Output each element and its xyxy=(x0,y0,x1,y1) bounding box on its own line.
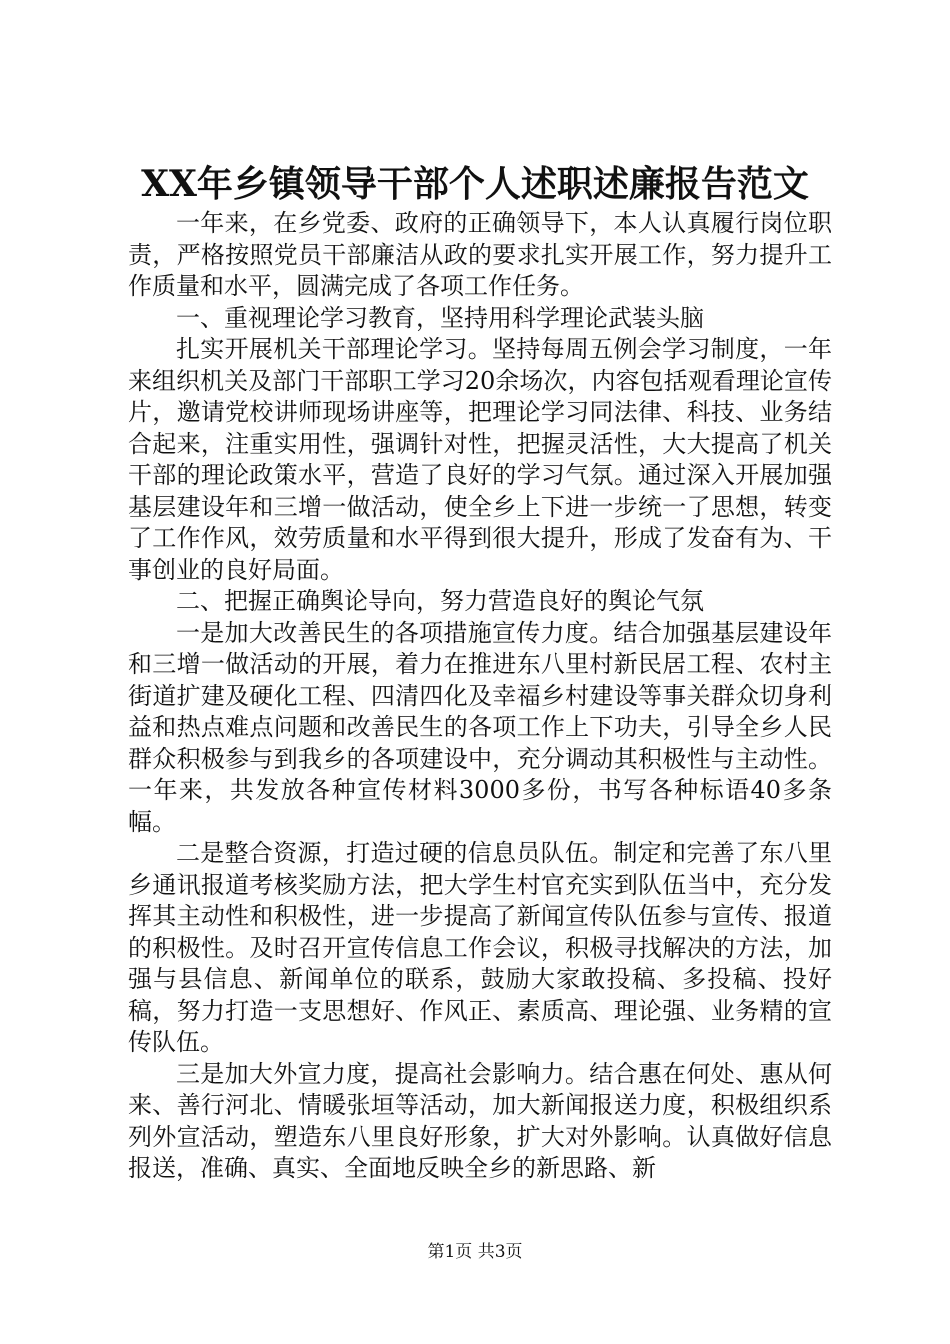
document-body xyxy=(128,208,832,1185)
section-heading-1: 一、重视理论学习教育，坚持用科学理论武装头脑 xyxy=(176,303,704,332)
document-title: XX年乡镇领导干部个人述职述廉报告范文 xyxy=(141,163,809,205)
paragraph-theory-study: 扎实开展机关干部理论学习。坚持每周五例会学习制度，一年来组织机关及部门干部职工学习20余场次，内容包括观看理论宣传片，邀请党校讲师现场讲座等，把理论学习同法律、科技、业务结合起来，注重实用性，强调针对性，把握灵活性，大大提高了机关干部的理论政策水平，营造了良好的学习气氛。通过深入开展加强基层建设年和三增一做活动，使全乡上下进一步统一了思想，转变了工作作风，效劳质量和水平得到很大提升，形成了发奋有为、干事创业的良好局面。 xyxy=(128,335,832,584)
paragraph-external-publicity: 三是加大外宣力度，提高社会影响力。结合惠在何处、惠从何来、善行河北、情暖张垣等活动，加大新闻报送力度，积极组织系列外宣活动，塑造东八里良好形象，扩大对外影响。认真做好信息报送，准确、真实、全面地反映全乡的新思路、新 xyxy=(128,1059,832,1182)
page-footer: 第1页 共3页 xyxy=(427,1242,523,1262)
section-heading-2: 二、把握正确舆论导向，努力营造良好的舆论气氛 xyxy=(176,587,704,615)
paragraph-information-team: 二是整合资源，打造过硬的信息员队伍。制定和完善了东八里乡通讯报道考核奖励方法，把大学生村官充实到队伍当中，充分发挥其主动性和积极性，进一步提高了新闻宣传队伍参与宣传、报道的积极性。及时召开宣传信息工作会议，积极寻找解决的方法，加强与县信息、新闻单位的联系，鼓励大家敢投稿、多投稿、投好稿，努力打造一支思想好、作风正、素质高、理论强、业务精的宣传队伍。 xyxy=(128,839,832,1056)
paragraph-livelihood-publicity: 一是加大改善民生的各项措施宣传力度。结合加强基层建设年和三增一做活动的开展，着力在推进东八里村新民居工程、农村主街道扩建及硬化工程、四清四化及幸福乡村建设等事关群众切身利益和热点难点问题和改善民生的各项工作上下功夫，引导全乡人民群众积极参与到我乡的各项建设中，充分调动其积极性与主动性。一年来，共发放各种宣传材料3000多份，书写各种标语40多条幅。 xyxy=(128,618,832,836)
paragraph-intro: 一年来，在乡党委、政府的正确领导下，本人认真履行岗位职责，严格按照党员干部廉洁从政的要求扎实开展工作，努力提升工作质量和水平，圆满完成了各项工作任务。 xyxy=(128,209,832,300)
